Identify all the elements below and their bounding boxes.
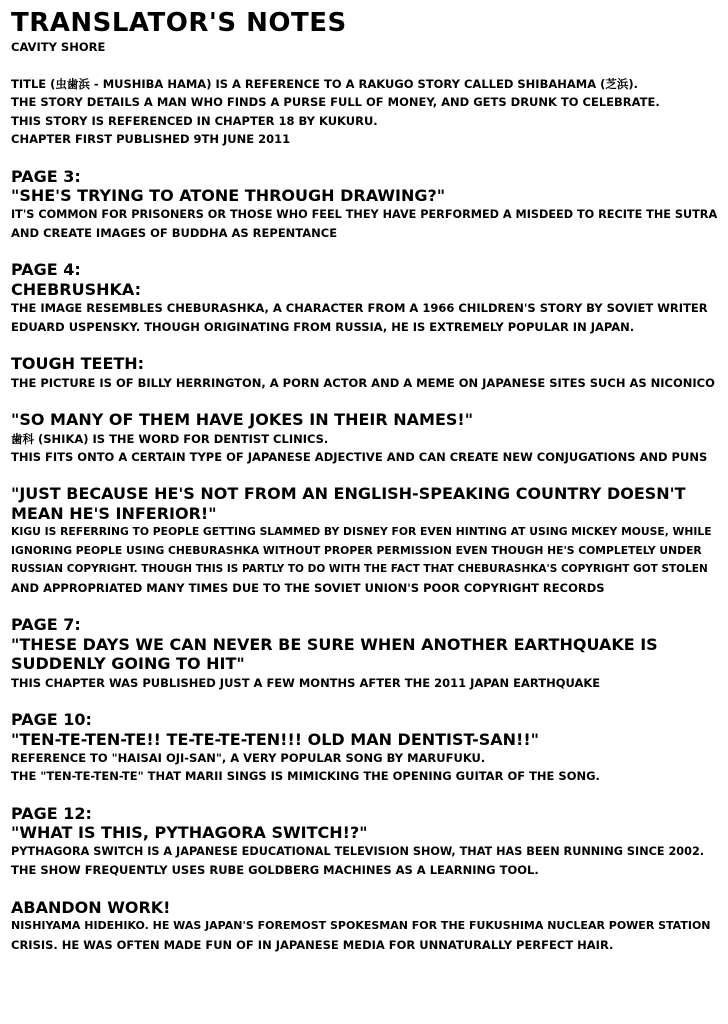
note-section-abandon-work	[11, 898, 716, 954]
section-line: 歯科 (SHIKA) IS THE WORD FOR DENTIST CLINICS.	[11, 431, 329, 446]
note-section-tough-teeth	[11, 354, 716, 392]
section-line: REFERENCE TO "HAISAI OJI-SAN", A VERY POPULAR SONG BY MARUFUKU.	[11, 751, 486, 765]
intro-line: CHAPTER FIRST PUBLISHED 9TH JUNE 2011	[11, 132, 291, 147]
section-heading: "TEN-TE-TEN-TE!! TE-TE-TE-TEN!!! OLD MAN DENTIST-SAN!!"	[11, 729, 539, 749]
section-heading: TOUGH TEETH:	[11, 354, 145, 374]
page-title: TRANSLATOR'S NOTES	[11, 8, 347, 38]
intro-line: TITLE (虫歯浜 - MUSHIBA HAMA) IS A REFERENCE TO A RAKUGO STORY CALLED SHIBAHAMA (芝浜).	[11, 77, 638, 91]
section-line: THE PICTURE IS OF BILLY HERRINGTON, A PORN ACTOR AND A MEME ON JAPANESE SITES SUCH AS NICONICO	[11, 375, 715, 390]
intro-line: THIS STORY IS REFERENCED IN CHAPTER 18 BY KUKURU.	[11, 113, 378, 128]
section-heading: "JUST BECAUSE HE'S NOT FROM AN ENGLISH-SPEAKING COUNTRY DOESN'T MEAN HE'S INFERIOR!"	[11, 484, 686, 523]
section-line: THE IMAGE RESEMBLES CHEBURASHKA, A CHARACTER FROM A 1966 CHILDREN'S STORY BY SOVIET WRITER	[11, 301, 708, 316]
section-heading: "SO MANY OF THEM HAVE JOKES IN THEIR NAMES!"	[11, 410, 474, 430]
section-heading: PAGE 7:	[11, 615, 81, 635]
section-line: THE SHOW FREQUENTLY USES RUBE GOLDBERG MACHINES AS A LEARNING TOOL.	[11, 863, 539, 878]
intro-line: THE STORY DETAILS A MAN WHO FINDS A PURSE FULL OF MONEY, AND GETS DRUNK TO CELEBRATE.	[11, 95, 660, 110]
section-heading: "THESE DAYS WE CAN NEVER BE SURE WHEN ANOTHER EARTHQUAKE IS SUDDENLY GOING TO HIT"	[11, 634, 658, 674]
section-line: THIS FITS ONTO A CERTAIN TYPE OF JAPANESE ADJECTIVE AND CAN CREATE NEW CONJUGATIONS AND PUNS	[11, 450, 708, 465]
note-section-page-3	[11, 167, 716, 243]
section-heading: "WHAT IS THIS, PYTHAGORA SWITCH!?"	[11, 823, 368, 843]
note-section-page-10	[11, 710, 716, 786]
section-heading: CHEBRUSHKA:	[11, 279, 141, 299]
section-line: AND APPROPRIATED MANY TIMES DUE TO THE SOVIET UNION'S POOR COPYRIGHT RECORDS	[11, 580, 605, 595]
section-heading: PAGE 3:	[11, 166, 81, 186]
note-section-jokes-in-names	[11, 410, 716, 466]
section-line: THE "TEN-TE-TEN-TE" THAT MARII SINGS IS MIMICKING THE OPENING GUITAR OF THE SONG.	[11, 769, 600, 784]
page-subtitle: CAVITY SHORE	[11, 40, 106, 54]
note-section-page-4	[11, 260, 716, 336]
section-line: IGNORING PEOPLE USING CHEBURASHKA WITHOUT PROPER PERMISSION EVEN THOUGH HE'S COMPLETELY UNDER	[11, 543, 702, 557]
section-heading: "SHE'S TRYING TO ATONE THROUGH DRAWING?"	[11, 186, 446, 206]
section-heading: ABANDON WORK!	[11, 897, 171, 917]
intro-block	[11, 75, 716, 149]
section-line: KIGU IS REFERRING TO PEOPLE GETTING SLAMMED BY DISNEY FOR EVEN HINTING AT USING MICKEY MOUSE, WHILE	[11, 525, 712, 539]
note-section-not-inferior	[11, 484, 716, 597]
section-heading: PAGE 12:	[11, 803, 92, 823]
note-section-page-7	[11, 615, 716, 692]
section-line: CRISIS. HE WAS OFTEN MADE FUN OF IN JAPANESE MEDIA FOR UNNATURALLY PERFECT HAIR.	[11, 937, 614, 952]
section-line: AND CREATE IMAGES OF BUDDHA AS REPENTANCE	[11, 226, 338, 241]
note-section-page-12	[11, 804, 716, 880]
section-heading: PAGE 4:	[11, 260, 81, 280]
section-line: EDUARD USPENSKY. THOUGH ORIGINATING FROM RUSSIA, HE IS EXTREMELY POPULAR IN JAPAN.	[11, 319, 635, 334]
section-heading: PAGE 10:	[11, 710, 92, 729]
section-line: IT'S COMMON FOR PRISONERS OR THOSE WHO FEEL THEY HAVE PERFORMED A MISDEED TO RECITE THE SUTRA	[11, 207, 718, 221]
section-line: THIS CHAPTER WAS PUBLISHED JUST A FEW MONTHS AFTER THE 2011 JAPAN EARTHQUAKE	[11, 675, 601, 690]
section-line: PYTHAGORA SWITCH IS A JAPANESE EDUCATIONAL TELEVISION SHOW, THAT HAS BEEN RUNNING SINCE 2002.	[11, 844, 705, 858]
section-line: NISHIYAMA HIDEHIKO. HE WAS JAPAN'S FOREMOST SPOKESMAN FOR THE FUKUSHIMA NUCLEAR POWER STATION	[11, 919, 711, 933]
section-line: RUSSIAN COPYRIGHT. THOUGH THIS IS PARTLY TO DO WITH THE FACT THAT CHEBURASHKA'S COPYRIGHT GOT STOLEN	[11, 563, 708, 576]
